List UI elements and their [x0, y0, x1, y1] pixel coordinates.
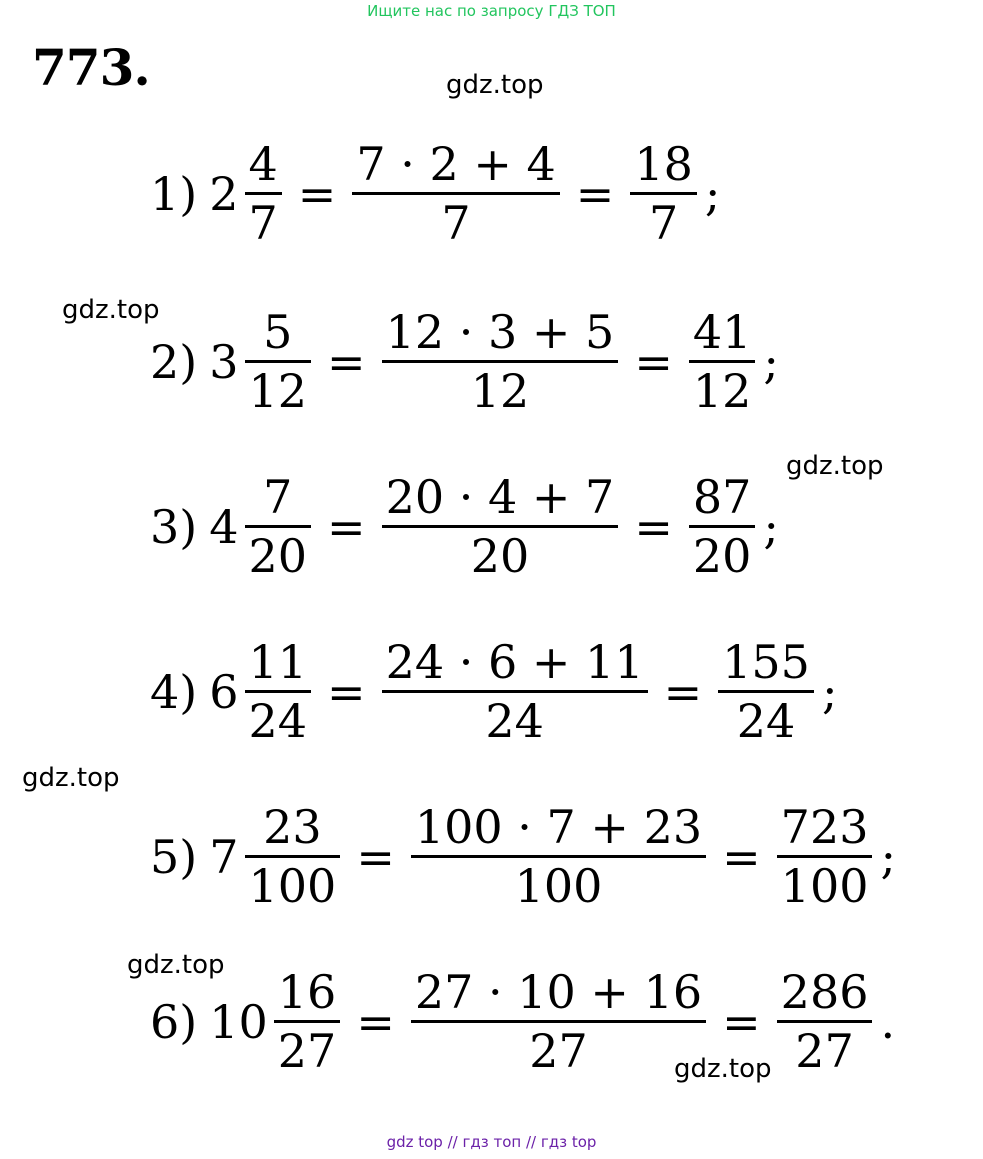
expression-fraction — [411, 800, 706, 914]
result-denominator: 7 — [648, 196, 679, 251]
equation-2 — [150, 305, 779, 419]
fraction-bar — [245, 192, 282, 195]
result-numerator: 41 — [692, 305, 752, 359]
equals-sign: = — [356, 829, 395, 884]
fraction-bar — [777, 1020, 873, 1023]
equals-sign: = — [575, 166, 615, 221]
result-fraction — [630, 137, 697, 251]
expression-denominator: 27 — [529, 1024, 588, 1079]
end-punctuation: ; — [763, 334, 779, 389]
expression-fraction — [382, 635, 648, 749]
equals-sign: = — [634, 334, 673, 389]
fraction-denominator: 12 — [248, 364, 308, 419]
equals-sign: = — [297, 166, 337, 221]
mixed-fraction — [245, 800, 341, 914]
result-denominator: 24 — [736, 694, 796, 749]
fraction-bar — [245, 360, 312, 363]
fraction-bar — [245, 855, 341, 858]
expression-fraction — [411, 965, 706, 1079]
mixed-fraction — [274, 965, 341, 1079]
equation-6 — [150, 965, 896, 1079]
result-fraction — [689, 305, 756, 419]
fraction-bar — [382, 525, 619, 528]
result-denominator: 12 — [692, 364, 752, 419]
expression-denominator: 12 — [470, 364, 530, 419]
equation-label: 4) — [150, 664, 198, 719]
fraction-numerator: 5 — [263, 305, 293, 359]
problem-number: 773. — [32, 38, 150, 97]
equation-label: 2) — [150, 334, 198, 389]
end-punctuation: ; — [880, 829, 896, 884]
result-numerator: 87 — [692, 470, 752, 524]
equals-sign: = — [327, 664, 366, 719]
equals-sign: = — [722, 994, 761, 1049]
equals-sign: = — [663, 664, 703, 719]
expression-numerator: 7 · 2 + 4 — [356, 137, 556, 191]
expression-numerator: 100 · 7 + 23 — [414, 800, 703, 854]
result-numerator: 18 — [634, 137, 693, 191]
equation-4 — [150, 635, 838, 749]
mixed-fraction — [245, 635, 312, 749]
whole-part: 2 — [209, 166, 239, 221]
equation-label: 6) — [150, 994, 198, 1049]
fraction-denominator: 100 — [248, 859, 337, 914]
fraction-bar — [382, 360, 619, 363]
equals-sign: = — [327, 334, 366, 389]
watermark-4: gdz.top — [22, 763, 120, 793]
result-denominator: 20 — [692, 529, 752, 584]
fraction-bar — [382, 690, 648, 693]
fraction-denominator: 27 — [277, 1024, 337, 1079]
expression-fraction — [352, 137, 559, 251]
mixed-fraction — [245, 305, 312, 419]
equals-sign: = — [722, 829, 761, 884]
watermark-5: gdz.top — [127, 950, 225, 980]
result-numerator: 155 — [722, 635, 810, 689]
fraction-bar — [274, 1020, 341, 1023]
expression-fraction — [382, 305, 619, 419]
result-numerator: 723 — [780, 800, 869, 854]
mixed-fraction — [245, 137, 282, 251]
fraction-bar — [245, 690, 312, 693]
expression-denominator: 24 — [485, 694, 544, 749]
expression-denominator: 7 — [441, 196, 471, 251]
footer-links: gdz top // гдз топ // гдз top — [386, 1133, 597, 1151]
fraction-bar — [411, 1020, 706, 1023]
whole-part: 6 — [209, 664, 239, 719]
fraction-numerator: 16 — [277, 965, 337, 1019]
fraction-numerator: 4 — [248, 137, 278, 191]
equals-sign: = — [356, 994, 395, 1049]
expression-numerator: 27 · 10 + 16 — [414, 965, 703, 1019]
end-punctuation: ; — [763, 499, 779, 554]
result-fraction — [689, 470, 756, 584]
whole-part: 7 — [209, 829, 239, 884]
fraction-bar — [689, 525, 756, 528]
end-punctuation: . — [880, 994, 896, 1049]
watermark-3: gdz.top — [786, 451, 884, 481]
watermark-1: gdz.top — [446, 70, 544, 100]
whole-part: 10 — [209, 994, 268, 1049]
equation-label: 5) — [150, 829, 198, 884]
fraction-bar — [245, 525, 312, 528]
expression-numerator: 24 · 6 + 11 — [385, 635, 644, 689]
result-denominator: 100 — [780, 859, 869, 914]
result-fraction — [718, 635, 814, 749]
end-punctuation: ; — [821, 664, 838, 719]
fraction-bar — [352, 192, 559, 195]
whole-part: 4 — [209, 499, 239, 554]
expression-fraction — [382, 470, 619, 584]
end-punctuation: ; — [704, 166, 721, 221]
fraction-numerator: 23 — [263, 800, 322, 854]
fraction-denominator: 24 — [248, 694, 308, 749]
fraction-bar — [630, 192, 697, 195]
watermark-6: gdz.top — [674, 1054, 772, 1084]
equation-label: 1) — [150, 166, 198, 221]
equation-5 — [150, 800, 896, 914]
fraction-bar — [718, 690, 814, 693]
fraction-denominator: 20 — [248, 529, 308, 584]
fraction-numerator: 11 — [248, 635, 308, 689]
expression-denominator: 20 — [470, 529, 530, 584]
equation-1 — [150, 137, 721, 251]
whole-part: 3 — [209, 334, 239, 389]
result-numerator: 286 — [780, 965, 869, 1019]
top-search-banner: Ищите нас по запросу ГДЗ ТОП — [367, 2, 616, 20]
expression-numerator: 20 · 4 + 7 — [385, 470, 615, 524]
fraction-denominator: 7 — [248, 196, 278, 251]
result-fraction — [777, 800, 873, 914]
fraction-numerator: 7 — [263, 470, 293, 524]
equals-sign: = — [327, 499, 366, 554]
expression-numerator: 12 · 3 + 5 — [385, 305, 615, 359]
watermark-2: gdz.top — [62, 295, 160, 325]
equation-3 — [150, 470, 779, 584]
fraction-bar — [777, 855, 873, 858]
fraction-bar — [411, 855, 706, 858]
fraction-bar — [689, 360, 756, 363]
mixed-fraction — [245, 470, 312, 584]
result-denominator: 27 — [795, 1024, 854, 1079]
equals-sign: = — [634, 499, 673, 554]
result-fraction — [777, 965, 873, 1079]
equation-label: 3) — [150, 499, 198, 554]
expression-denominator: 100 — [514, 859, 603, 914]
